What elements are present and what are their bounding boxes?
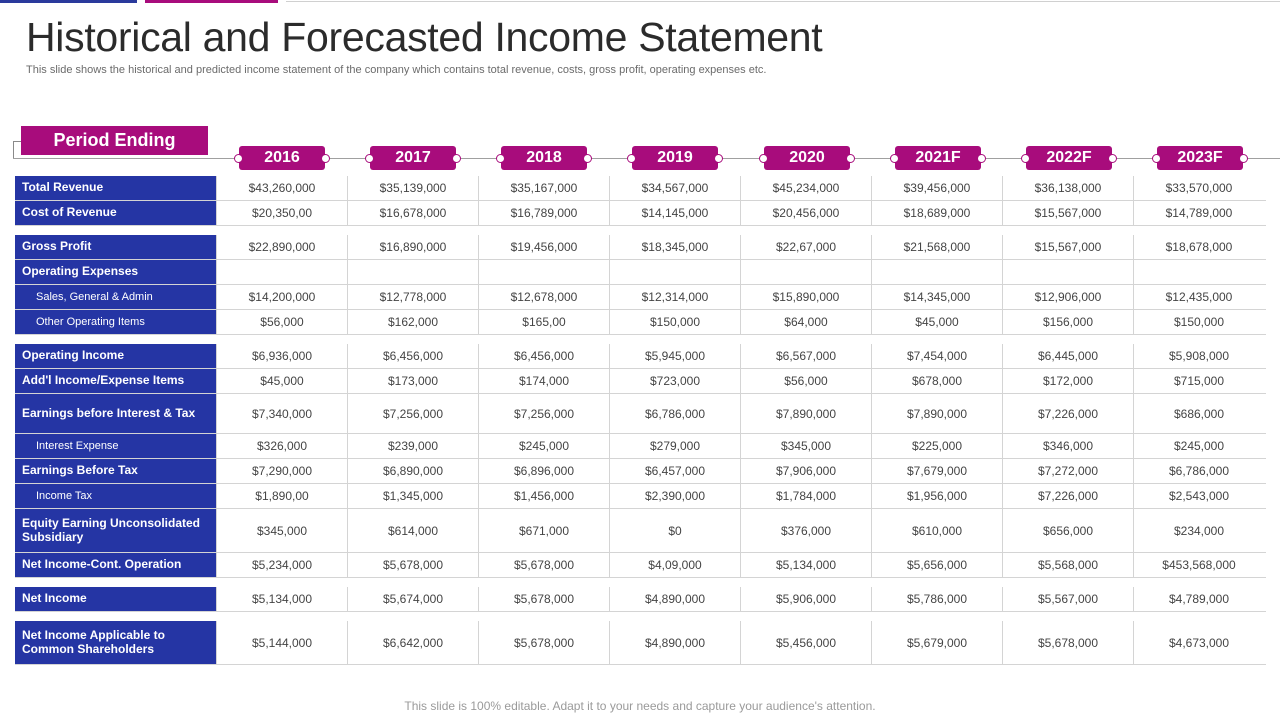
table-cell: $7,906,000 xyxy=(740,459,871,483)
table-cell: $345,000 xyxy=(740,434,871,458)
table-cell: $5,144,000 xyxy=(216,621,347,664)
page-subtitle: This slide shows the historical and predicted income statement of the company which contains total revenue, costs, gross profit, operating expenses etc. xyxy=(26,64,767,76)
timeline-dot xyxy=(890,154,899,163)
table-cell: $6,456,000 xyxy=(347,344,478,368)
table-cell: $64,000 xyxy=(740,310,871,334)
row-label: Net Income xyxy=(15,587,216,611)
year-label: 2023F xyxy=(1177,149,1223,166)
table-cell: $376,000 xyxy=(740,509,871,552)
table-cell: $45,000 xyxy=(216,369,347,393)
year-label: 2016 xyxy=(264,149,300,166)
table-cell: $5,674,000 xyxy=(347,587,478,611)
table-cell: $20,456,000 xyxy=(740,201,871,225)
row-label: Total Revenue xyxy=(15,176,216,200)
table-cell: $6,786,000 xyxy=(609,394,740,433)
table-cell: $4,789,000 xyxy=(1133,587,1264,611)
table-row xyxy=(15,434,1266,459)
row-label: Gross Profit xyxy=(15,235,216,259)
table-cell: $656,000 xyxy=(1002,509,1133,552)
table-row xyxy=(15,553,1266,578)
table-cell: $56,000 xyxy=(740,369,871,393)
table-cell: $6,936,000 xyxy=(216,344,347,368)
row-label: Income Tax xyxy=(15,484,216,508)
timeline-dot xyxy=(234,154,243,163)
table-cell: $14,200,000 xyxy=(216,285,347,309)
table-cell: $4,673,000 xyxy=(1133,621,1264,664)
table-cell: $21,568,000 xyxy=(871,235,1002,259)
table-cell: $5,678,000 xyxy=(478,553,609,577)
table-cell xyxy=(1002,260,1133,284)
table-cell xyxy=(478,260,609,284)
timeline-dot xyxy=(496,154,505,163)
table-cell: $22,890,000 xyxy=(216,235,347,259)
table-cell: $33,570,000 xyxy=(1133,176,1264,200)
table-cell: $45,000 xyxy=(871,310,1002,334)
table-cell: $5,234,000 xyxy=(216,553,347,577)
table-cell: $1,956,000 xyxy=(871,484,1002,508)
table-cell xyxy=(1133,260,1264,284)
table-cell: $43,260,000 xyxy=(216,176,347,200)
table-cell: $6,786,000 xyxy=(1133,459,1264,483)
table-row xyxy=(15,176,1266,201)
footer-note: This slide is 100% editable. Adapt it to your needs and capture your audience's attention. xyxy=(404,699,876,713)
table-cell: $5,786,000 xyxy=(871,587,1002,611)
table-cell: $1,456,000 xyxy=(478,484,609,508)
table-cell: $715,000 xyxy=(1133,369,1264,393)
table-cell: $345,000 xyxy=(216,509,347,552)
table-cell: $1,784,000 xyxy=(740,484,871,508)
year-label: 2021F xyxy=(915,149,961,166)
table-cell: $1,345,000 xyxy=(347,484,478,508)
table-cell: $7,256,000 xyxy=(347,394,478,433)
table-cell: $18,678,000 xyxy=(1133,235,1264,259)
table-cell: $6,445,000 xyxy=(1002,344,1133,368)
accent-segment-line xyxy=(286,1,1280,2)
timeline-dot xyxy=(1152,154,1161,163)
table-cell: $686,000 xyxy=(1133,394,1264,433)
table-cell: $150,000 xyxy=(1133,310,1264,334)
row-label: Equity Earning Unconsolidated Subsidiary xyxy=(15,509,216,552)
table-row xyxy=(15,201,1266,226)
table-cell xyxy=(609,260,740,284)
table-cell: $346,000 xyxy=(1002,434,1133,458)
timeline-dot xyxy=(1108,154,1117,163)
table-cell: $173,000 xyxy=(347,369,478,393)
table-cell: $614,000 xyxy=(347,509,478,552)
table-cell: $2,390,000 xyxy=(609,484,740,508)
year-label: 2017 xyxy=(395,149,431,166)
table-cell: $16,678,000 xyxy=(347,201,478,225)
row-label: Earnings before Interest & Tax xyxy=(15,394,216,433)
table-cell: $245,000 xyxy=(478,434,609,458)
table-cell: $5,678,000 xyxy=(478,621,609,664)
table-cell: $7,290,000 xyxy=(216,459,347,483)
table-row xyxy=(15,394,1266,434)
table-cell: $22,67,000 xyxy=(740,235,871,259)
table-cell: $239,000 xyxy=(347,434,478,458)
table-cell: $7,454,000 xyxy=(871,344,1002,368)
table-cell: $56,000 xyxy=(216,310,347,334)
page-title: Historical and Forecasted Income Statement xyxy=(26,14,823,60)
table-cell: $7,679,000 xyxy=(871,459,1002,483)
year-label: 2018 xyxy=(526,149,562,166)
table-cell: $678,000 xyxy=(871,369,1002,393)
timeline-dot xyxy=(321,154,330,163)
table-cell: $5,906,000 xyxy=(740,587,871,611)
table-cell: $6,890,000 xyxy=(347,459,478,483)
row-label: Other Operating Items xyxy=(15,310,216,334)
table-cell: $279,000 xyxy=(609,434,740,458)
table-cell: $5,945,000 xyxy=(609,344,740,368)
table-cell: $7,226,000 xyxy=(1002,394,1133,433)
timeline-dot xyxy=(452,154,461,163)
year-pill xyxy=(370,146,456,170)
year-pill xyxy=(895,146,981,170)
table-cell: $5,678,000 xyxy=(347,553,478,577)
timeline-dot xyxy=(846,154,855,163)
table-row xyxy=(15,459,1266,484)
table-cell: $12,778,000 xyxy=(347,285,478,309)
timeline-dot xyxy=(1021,154,1030,163)
table-row xyxy=(15,509,1266,553)
table-cell: $165,00 xyxy=(478,310,609,334)
table-cell: $16,890,000 xyxy=(347,235,478,259)
year-pill xyxy=(1157,146,1243,170)
table-cell xyxy=(347,260,478,284)
table-cell: $5,568,000 xyxy=(1002,553,1133,577)
table-cell: $12,314,000 xyxy=(609,285,740,309)
table-cell: $7,272,000 xyxy=(1002,459,1133,483)
row-label: Operating Income xyxy=(15,344,216,368)
period-bracket xyxy=(13,141,21,158)
table-cell: $15,567,000 xyxy=(1002,235,1133,259)
year-pill xyxy=(764,146,850,170)
row-label: Cost of Revenue xyxy=(15,201,216,225)
row-label: Add'l Income/Expense Items xyxy=(15,369,216,393)
year-pill xyxy=(501,146,587,170)
table-cell: $610,000 xyxy=(871,509,1002,552)
table-cell: $6,642,000 xyxy=(347,621,478,664)
table-row xyxy=(15,587,1266,612)
table-cell xyxy=(871,260,1002,284)
table-row xyxy=(15,235,1266,260)
table-cell: $1,890,00 xyxy=(216,484,347,508)
table-cell: $5,908,000 xyxy=(1133,344,1264,368)
table-cell: $4,09,000 xyxy=(609,553,740,577)
table-row xyxy=(15,369,1266,394)
table-cell: $174,000 xyxy=(478,369,609,393)
table-cell: $0 xyxy=(609,509,740,552)
row-label: Operating Expenses xyxy=(15,260,216,284)
table-cell: $36,138,000 xyxy=(1002,176,1133,200)
table-cell: $5,567,000 xyxy=(1002,587,1133,611)
table-cell: $20,350,00 xyxy=(216,201,347,225)
table-cell: $162,000 xyxy=(347,310,478,334)
table-cell: $35,167,000 xyxy=(478,176,609,200)
table-cell: $5,456,000 xyxy=(740,621,871,664)
table-row xyxy=(15,260,1266,285)
year-pill xyxy=(239,146,325,170)
table-cell: $225,000 xyxy=(871,434,1002,458)
table-cell xyxy=(740,260,871,284)
table-cell: $6,456,000 xyxy=(478,344,609,368)
table-cell: $19,456,000 xyxy=(478,235,609,259)
year-pill xyxy=(632,146,718,170)
timeline-dot xyxy=(977,154,986,163)
top-accent-bar xyxy=(0,0,1280,4)
table-cell: $326,000 xyxy=(216,434,347,458)
timeline-dot xyxy=(714,154,723,163)
table-row xyxy=(15,285,1266,310)
table-cell: $35,139,000 xyxy=(347,176,478,200)
table-cell: $7,890,000 xyxy=(871,394,1002,433)
table-cell: $234,000 xyxy=(1133,509,1264,552)
table-cell: $5,679,000 xyxy=(871,621,1002,664)
table-row xyxy=(15,310,1266,335)
table-cell: $12,678,000 xyxy=(478,285,609,309)
table-cell: $7,256,000 xyxy=(478,394,609,433)
row-label: Sales, General & Admin xyxy=(15,285,216,309)
table-cell: $6,567,000 xyxy=(740,344,871,368)
timeline-dot xyxy=(583,154,592,163)
row-label: Earnings Before Tax xyxy=(15,459,216,483)
table-cell: $5,678,000 xyxy=(478,587,609,611)
timeline-dot xyxy=(627,154,636,163)
table-cell: $18,689,000 xyxy=(871,201,1002,225)
table-cell xyxy=(216,260,347,284)
table-cell: $6,457,000 xyxy=(609,459,740,483)
table-cell: $12,435,000 xyxy=(1133,285,1264,309)
table-cell: $14,145,000 xyxy=(609,201,740,225)
table-cell: $45,234,000 xyxy=(740,176,871,200)
table-cell: $6,896,000 xyxy=(478,459,609,483)
table-cell: $156,000 xyxy=(1002,310,1133,334)
year-label: 2020 xyxy=(789,149,825,166)
timeline-dot xyxy=(1239,154,1248,163)
timeline-dot xyxy=(759,154,768,163)
table-cell: $453,568,000 xyxy=(1133,553,1264,577)
accent-segment-blue xyxy=(0,0,137,3)
table-cell: $15,567,000 xyxy=(1002,201,1133,225)
year-label: 2019 xyxy=(657,149,693,166)
table-cell: $5,656,000 xyxy=(871,553,1002,577)
table-cell: $39,456,000 xyxy=(871,176,1002,200)
year-label: 2022F xyxy=(1046,149,1092,166)
table-cell: $7,890,000 xyxy=(740,394,871,433)
table-cell: $18,345,000 xyxy=(609,235,740,259)
table-cell: $14,789,000 xyxy=(1133,201,1264,225)
row-label: Interest Expense xyxy=(15,434,216,458)
table-cell: $150,000 xyxy=(609,310,740,334)
table-cell: $14,345,000 xyxy=(871,285,1002,309)
table-cell: $12,906,000 xyxy=(1002,285,1133,309)
period-ending-header: Period Ending xyxy=(21,126,208,155)
table-cell: $5,134,000 xyxy=(216,587,347,611)
table-cell: $4,890,000 xyxy=(609,587,740,611)
table-row xyxy=(15,621,1266,665)
timeline-dot xyxy=(365,154,374,163)
row-label: Net Income Applicable to Common Shareholders xyxy=(15,621,216,664)
accent-segment-magenta xyxy=(145,0,278,3)
table-cell: $5,134,000 xyxy=(740,553,871,577)
table-cell: $16,789,000 xyxy=(478,201,609,225)
table-row xyxy=(15,484,1266,509)
table-cell: $671,000 xyxy=(478,509,609,552)
row-label: Net Income-Cont. Operation xyxy=(15,553,216,577)
table-cell: $172,000 xyxy=(1002,369,1133,393)
table-cell: $7,226,000 xyxy=(1002,484,1133,508)
table-cell: $15,890,000 xyxy=(740,285,871,309)
table-cell: $2,543,000 xyxy=(1133,484,1264,508)
table-row xyxy=(15,344,1266,369)
table-cell: $4,890,000 xyxy=(609,621,740,664)
year-pill xyxy=(1026,146,1112,170)
table-cell: $723,000 xyxy=(609,369,740,393)
table-cell: $5,678,000 xyxy=(1002,621,1133,664)
table-cell: $34,567,000 xyxy=(609,176,740,200)
table-cell: $7,340,000 xyxy=(216,394,347,433)
table-cell: $245,000 xyxy=(1133,434,1264,458)
